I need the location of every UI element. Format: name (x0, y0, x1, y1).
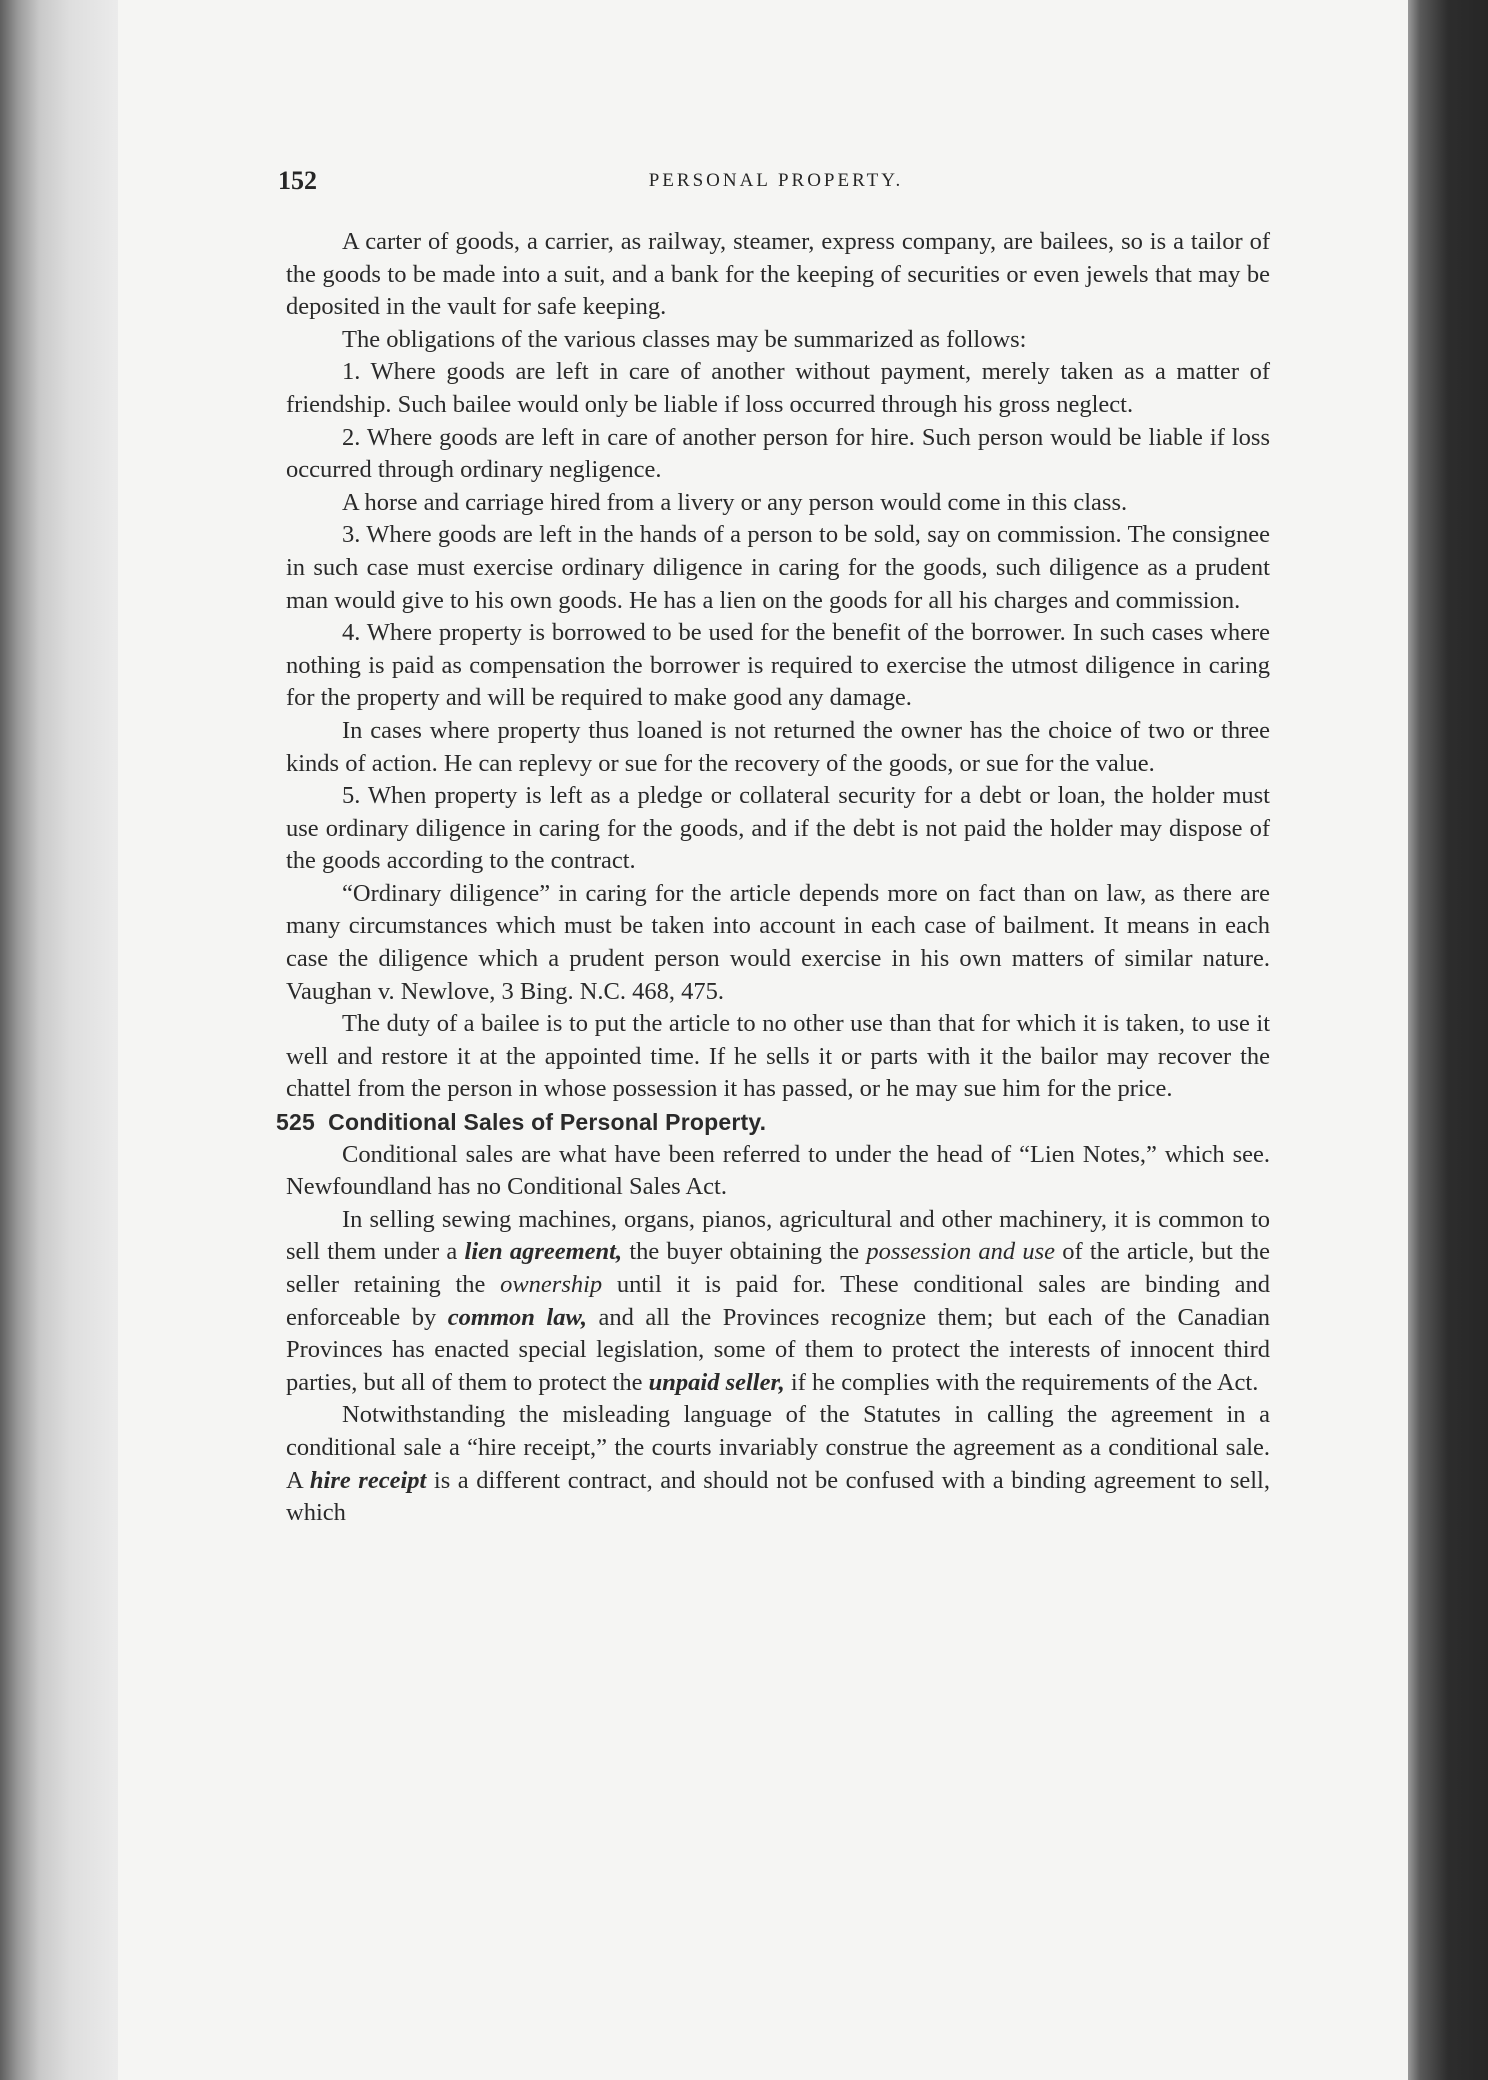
page-header (278, 166, 1274, 206)
emphasis-common-law: common law, (447, 1303, 587, 1331)
text-run: In selling sewing machines, organs, pianos, agricultural and other machinery, it is common to sell them under a (286, 1205, 1270, 1266)
paragraph-loaned-property: In cases where property thus loaned is not returned the owner has the choice of two or three kinds of action. He can replevy or sue for the recovery of the goods, or sue for the value. (286, 716, 1270, 777)
paragraph-item-5: 5. When property is left as a pledge or collateral security for a debt or loan, the holder must use ordinary diligence in caring for the goods, and if the debt is not paid the holder may dispose of the goods according to the contract. (286, 782, 1270, 875)
text-run: if he complies with the requirements of the Act. (784, 1368, 1259, 1396)
paragraph-item-3: 3. Where goods are left in the hands of a person to be sold, say on commission. The consignee in such case must exercise ordinary diligence in caring for the goods, such diligence as a prudent man would give to his own goods. He has a lien on the goods for all his charges and commission. (286, 521, 1270, 614)
emphasis-possession-and-use: possession and use (866, 1238, 1056, 1266)
paragraph-horse-carriage: A horse and carriage hired from a livery or any person would come in this class. (342, 488, 1128, 516)
emphasis-hire-receipt: hire receipt (309, 1466, 427, 1494)
text-run: until it is paid for. These conditional sales are binding and enforceable by (286, 1271, 1270, 1331)
paragraph-hire-receipt (286, 1399, 1270, 1529)
paragraph-item-1: 1. Where goods are left in care of another without payment, merely taken as a matter of friendship. Such bailee would only be liable if loss occurred through his gross neglect. (286, 358, 1270, 418)
section-title: Conditional Sales of Personal Property. (328, 1109, 767, 1136)
section-heading (276, 1106, 1270, 1139)
text-run: and all the Provinces recognize them; but each of the Canadian Provinces has enacted special legislation, some of them to protect the interests of innocent third parties, but all of them to protect the (286, 1303, 1271, 1396)
emphasis-lien-agreement: lien agreement, (464, 1238, 623, 1266)
page-number: 152 (278, 166, 317, 195)
paragraph-bailees: A carter of goods, a carrier, as railway, steamer, express company, are bailees, so is a tailor of the goods to be made into a suit, and a bank for the keeping of securities or even jewels that may be deposited in the vault for safe keeping. (286, 228, 1270, 321)
paragraph-item-2: 2. Where goods are left in care of another person for hire. Such person would be liable if loss occurred through ordinary negligence. (286, 423, 1270, 484)
emphasis-unpaid-seller: unpaid seller, (648, 1368, 785, 1396)
paragraph-lien-agreement (286, 1204, 1270, 1400)
text-run: of the article, but the seller retaining the (286, 1238, 1270, 1298)
paragraph-obligations-intro: The obligations of the various classes may be summarized as follows: (342, 325, 1027, 353)
body-text (276, 226, 1271, 1530)
running-head: PERSONAL PROPERTY. (648, 170, 904, 191)
text-run: the buyer obtaining the (622, 1238, 867, 1266)
paragraph-conditional-sales: Conditional sales are what have been referred to under the head of “Lien Notes,” which see. Newfoundland has no Conditional Sales Act. (286, 1140, 1270, 1201)
paragraph-item-4: 4. Where property is borrowed to be used for the benefit of the borrower. In such cases where nothing is paid as compensation the borrower is required to exercise the utmost diligence in caring for the property and will be required to make good any damage. (286, 619, 1270, 712)
book-left-edge (0, 0, 118, 2080)
book-right-edge (1408, 0, 1488, 2080)
emphasis-ownership: ownership (500, 1271, 603, 1298)
paragraph-bailee-duty: The duty of a bailee is to put the article to no other use than that for which it is taken, to use it well and restore it at the appointed time. If he sells it or parts with it the bailor may recover the chattel from the person in whose possession it has passed, or he may sue him for the price. (286, 1010, 1270, 1103)
text-run: is a different contract, and should not be confused with a binding agreement to sell, which (286, 1466, 1270, 1527)
text-run: Notwithstanding the misleading language of the Statutes in calling the agreement in a conditional sale a “hire receipt,” the courts invariably construe the agreement as a conditional sale. A (286, 1401, 1270, 1494)
section-number: 525 (276, 1109, 315, 1136)
paragraph-ordinary-diligence: “Ordinary diligence” in caring for the article depends more on fact than on law, as there are many circumstances which must be taken into account in each case of bailment. It means in each case the diligence which a prudent person would exercise in his own matters of similar nature. Vaughan v. Newlove, 3 Bing. N.C. 468, 475. (286, 879, 1270, 1005)
